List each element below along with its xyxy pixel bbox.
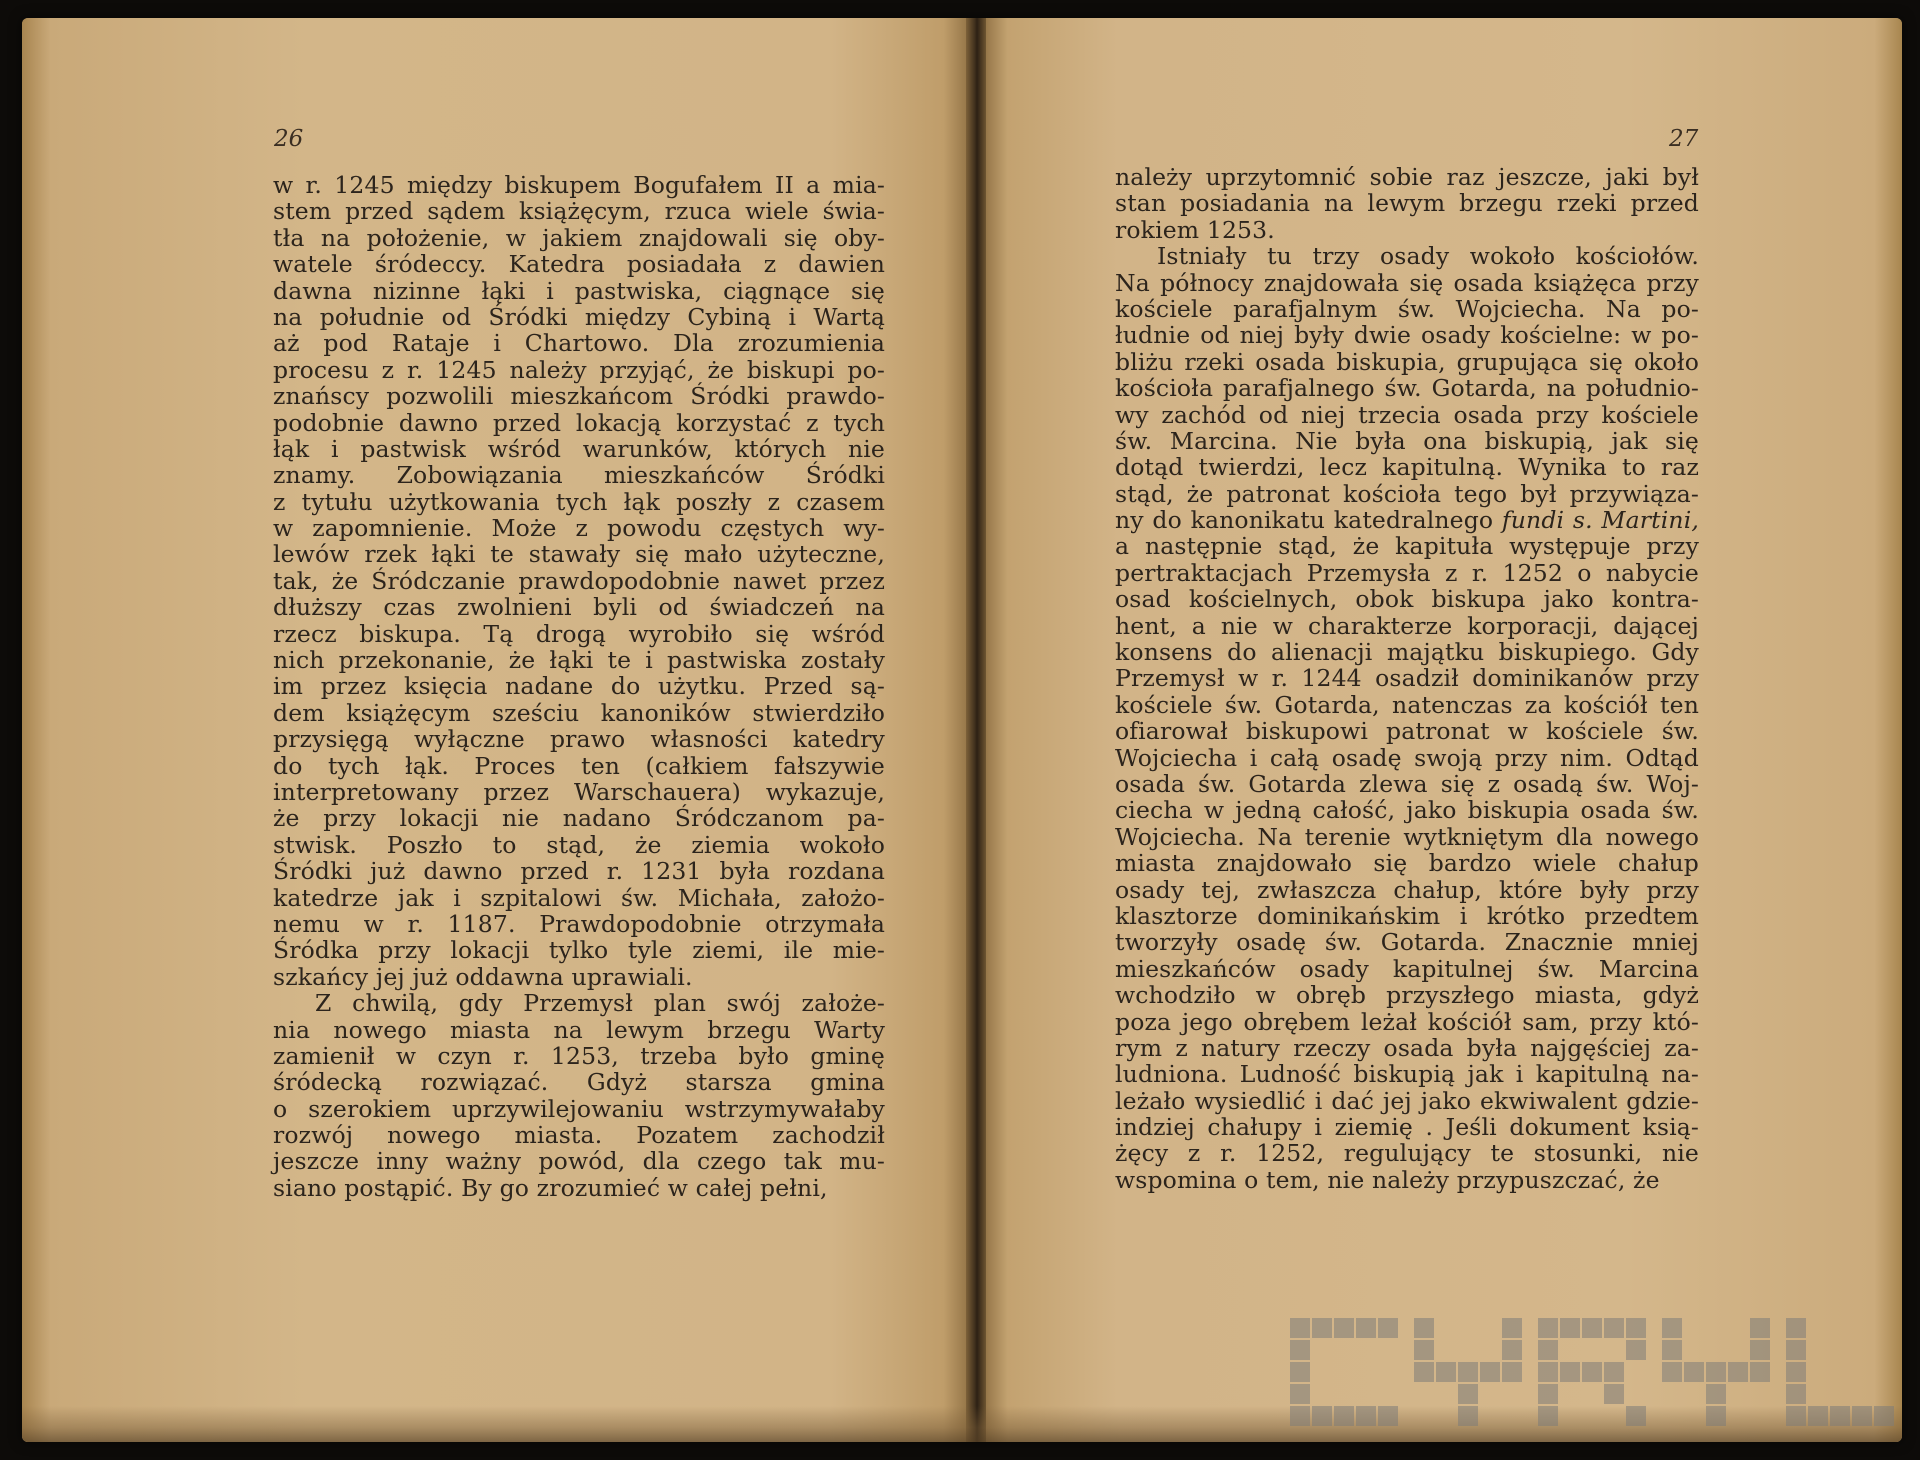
text-line: stem przed sądem książęcym, rzuca wiele świa-	[273, 197, 885, 226]
text-line: jeszcze inny ważny powód, dla czego tak mu-	[273, 1147, 885, 1176]
text-line: wspomina o tem, nie należy przypuszczać, że	[1115, 1165, 1660, 1194]
text-line: stwisk. Poszło to stąd, że ziemia wokoło	[273, 830, 885, 859]
text-line: miasta znajdowało się bardzo wiele chałup	[1115, 849, 1699, 878]
watermark-pixel	[1560, 1318, 1580, 1338]
watermark-pixel	[1662, 1318, 1682, 1338]
watermark-pixel	[1808, 1406, 1828, 1426]
text-line: lewów rzek łąki te stawały się mało użyteczne,	[273, 540, 885, 569]
text-line: im przez księcia nadane do użytku. Przed są-	[273, 672, 885, 701]
text-line: dłuższy czas zwolnieni byli od świadczeń na	[273, 593, 885, 622]
text-line: św. Marcina. Nie była ona biskupią, jak się	[1115, 426, 1699, 455]
text-line: stąd, że patronat kościoła tego był przywiąza-	[1115, 479, 1699, 508]
text-line: na południe od Śródki między Cybiną i Wartą	[273, 302, 885, 331]
text-line: osady tej, zwłaszcza chałup, które były przy	[1115, 875, 1699, 904]
text-line: Śródki już dawno przed r. 1231 była rozdana	[273, 857, 885, 886]
open-book	[22, 18, 1902, 1442]
watermark-pixel	[1458, 1362, 1478, 1382]
text-line: że przy lokacji nie nadano Śródczanom pa-	[273, 804, 885, 833]
watermark-pixel	[1786, 1318, 1806, 1338]
text-line: łudnie od niej były dwie osady kościelne: w po-	[1115, 321, 1699, 350]
text-line: z tytułu użytkowania tych łąk poszły z czasem	[273, 487, 885, 516]
watermark-pixel	[1706, 1384, 1726, 1404]
text-line: osada św. Gotarda zlewa się z osadą św. Woj-	[1115, 769, 1699, 798]
text-line: tła na położenie, w jakiem znajdowali się oby-	[273, 223, 885, 252]
watermark-pixel	[1852, 1406, 1872, 1426]
text-line: rzecz biskupa. Tą drogą wyrobiło się wśród	[273, 619, 885, 648]
watermark-pixel	[1458, 1384, 1478, 1404]
text-line: stan posiadania na lewym brzegu rzeki przed	[1115, 189, 1699, 218]
text-line: leżało wysiedlić i dać jej jako ekwiwalent gdzie-	[1115, 1086, 1699, 1115]
text-line: nia nowego miasta na lewym brzegu Warty	[273, 1015, 885, 1044]
watermark-pixel	[1830, 1406, 1850, 1426]
book-gutter	[966, 18, 986, 1442]
watermark-pixel	[1538, 1318, 1558, 1338]
watermark-pixel	[1378, 1406, 1398, 1426]
right-page	[980, 18, 1902, 1442]
text-line: pertraktacjach Przemysła z r. 1252 o nabycie	[1115, 558, 1699, 587]
text-line: Śródka przy lokacji tylko tyle ziemi, ile mie-	[273, 936, 885, 965]
watermark-pixel	[1582, 1318, 1602, 1338]
watermark-pixel	[1312, 1318, 1332, 1338]
text-line: wy zachód od niej trzecia osada przy kościele	[1115, 400, 1699, 429]
watermark-pixel	[1414, 1318, 1434, 1338]
watermark-pixel	[1662, 1340, 1682, 1360]
text-line: a następnie stąd, że kapituła występuje przy	[1115, 532, 1699, 561]
text-line: Wojciecha. Na terenie wytkniętym dla nowego	[1115, 822, 1699, 851]
text-line: o szerokiem uprzywilejowaniu wstrzymywałaby	[273, 1094, 885, 1123]
text-line: Na północy znajdowała się osada książęca przy	[1115, 268, 1699, 297]
text-line: w r. 1245 między biskupem Bogufałem II a mia-	[273, 171, 885, 199]
latin-phrase: fundi s. Martini,	[1501, 506, 1699, 535]
text-line: kościoła parafjalnego św. Gotarda, na południo-	[1115, 374, 1699, 403]
text-line: kościele parafjalnym św. Wojciecha. Na po-	[1115, 294, 1699, 323]
text-line: katedrze jak i szpitalowi św. Michała, założo-	[273, 883, 885, 912]
text-line: osad kościelnych, obok biskupa jako kontra-	[1115, 585, 1699, 614]
page-number-right: 27	[1669, 126, 1699, 152]
text-line: ofiarował biskupowi patronat w kościele św.	[1115, 717, 1699, 746]
watermark-pixel	[1684, 1362, 1704, 1382]
text-line: poza jego obrębem leżał kościół sam, przy któ-	[1115, 1007, 1699, 1036]
watermark-pixel	[1356, 1318, 1376, 1338]
text-line: Istniały tu trzy osady wokoło kościołów.	[1157, 242, 1699, 271]
watermark-pixel	[1582, 1362, 1602, 1382]
watermark-pixel	[1356, 1406, 1376, 1426]
page-number-left: 26	[274, 126, 304, 152]
text-line: żęcy z r. 1252, regulujący te stosunki, nie	[1115, 1139, 1699, 1168]
text-line: śródecką rozwiązać. Gdyż starsza gmina	[273, 1068, 885, 1097]
watermark-pixel	[1786, 1340, 1806, 1360]
text-line: rokiem 1253.	[1115, 215, 1275, 244]
text-line: interpretowany przez Warschauera) wykazuje,	[273, 777, 885, 806]
text-line: Przemysł w r. 1244 osadził dominikanów przy	[1115, 664, 1699, 693]
watermark-pixel	[1480, 1362, 1500, 1382]
text-line: tak, że Śródczanie prawdopodobnie nawet przez	[273, 566, 885, 595]
watermark-pixel	[1538, 1362, 1558, 1382]
text-line: podobnie dawno przed lokacją korzystać z tych	[273, 408, 885, 437]
watermark-pixel	[1604, 1318, 1624, 1338]
text-line: do tych łąk. Proces ten (całkiem fałszywie	[273, 751, 885, 780]
text-line: łąk i pastwisk wśród warunków, których nie	[273, 434, 885, 463]
watermark-pixel	[1312, 1406, 1332, 1426]
text-line: dotąd twierdzi, lecz kapitulną. Wynika to raz	[1115, 453, 1699, 482]
text-line: w zapomnienie. Może z powodu częstych wy-	[273, 514, 885, 543]
watermark-pixel	[1502, 1340, 1522, 1360]
watermark-pixel-glyphs	[1290, 1318, 1900, 1428]
watermark-pixel	[1414, 1362, 1434, 1382]
watermark-pixel	[1786, 1406, 1806, 1426]
watermark-pixel	[1290, 1362, 1310, 1382]
text-line: znańscy pozwolili mieszkańcom Śródki prawdo-	[273, 382, 885, 411]
left-page	[22, 18, 972, 1442]
watermark-pixel	[1706, 1362, 1726, 1382]
text-line: dem książęcym sześciu kanoników stwierdziło	[273, 698, 885, 727]
text-line: konsens do alienacji majątku biskupiego. Gdy	[1115, 638, 1699, 667]
text-line: ludniona. Ludność biskupią jak i kapitulną na-	[1115, 1060, 1699, 1089]
watermark-pixel	[1750, 1340, 1770, 1360]
text-line: zamienił w czyn r. 1253, trzeba było gminę	[273, 1041, 885, 1070]
watermark-pixel	[1786, 1384, 1806, 1404]
text-line: Wojciecha i całą osadę swoją przy nim. Odtąd	[1115, 743, 1699, 772]
text-line: bliżu rzeki osada biskupia, grupująca się około	[1115, 347, 1699, 376]
text-line: wchodziło w obręb przyszłego miasta, gdyż	[1115, 981, 1699, 1010]
watermark-pixel	[1538, 1384, 1558, 1404]
watermark-pixel	[1728, 1362, 1748, 1382]
text-line: aż pod Rataje i Chartowo. Dla zrozumienia	[273, 329, 885, 358]
text-line: ny do kanonikatu katedralnego fundi s. Martini,	[1115, 506, 1699, 535]
cyryl-watermark-logo	[1290, 1318, 1900, 1428]
watermark-pixel	[1334, 1406, 1354, 1426]
text-line: dawna nizinne łąki i pastwiska, ciągnące się	[273, 276, 885, 305]
watermark-pixel	[1662, 1362, 1682, 1382]
text-line: rym z natury rzeczy osada była najgęściej za-	[1115, 1033, 1699, 1062]
watermark-pixel	[1874, 1406, 1894, 1426]
watermark-pixel	[1290, 1406, 1310, 1426]
watermark-pixel	[1626, 1318, 1646, 1338]
text-line: hent, a nie w charakterze korporacji, dającej	[1115, 611, 1699, 640]
text-line: znamy. Zobowiązania mieszkańców Śródki	[273, 461, 885, 490]
watermark-pixel	[1538, 1340, 1558, 1360]
watermark-pixel	[1378, 1318, 1398, 1338]
text-line: mieszkańców osady kapitulnej św. Marcina	[1115, 954, 1699, 983]
text-line: szkańcy jej już oddawna uprawiali.	[273, 962, 693, 991]
watermark-pixel	[1458, 1406, 1478, 1426]
watermark-pixel	[1626, 1406, 1646, 1426]
text-line: klasztorze dominikańskim i krótko przedtem	[1115, 901, 1699, 930]
watermark-pixel	[1604, 1362, 1624, 1382]
text-line: watele śródeccy. Katedra posiadała z dawien	[273, 250, 885, 279]
text-line: należy uprzytomnić sobie raz jeszcze, jaki był	[1115, 163, 1699, 191]
watermark-pixel	[1290, 1384, 1310, 1404]
text-line: nich przekonanie, że łąki te i pastwiska zostały	[273, 646, 885, 675]
watermark-pixel	[1436, 1362, 1456, 1382]
text-line: indziej chałupy i ziemię . Jeśli dokument ksią-	[1115, 1113, 1699, 1142]
watermark-pixel	[1334, 1318, 1354, 1338]
watermark-pixel	[1290, 1340, 1310, 1360]
text-line: przysięgą wyłączne prawo własności katedry	[273, 725, 885, 754]
watermark-pixel	[1290, 1318, 1310, 1338]
watermark-pixel	[1626, 1340, 1646, 1360]
watermark-pixel	[1706, 1406, 1726, 1426]
watermark-pixel	[1604, 1384, 1624, 1404]
text-line: rozwój nowego miasta. Pozatem zachodził	[273, 1121, 885, 1150]
text-line: nemu w r. 1187. Prawdopodobnie otrzymała	[273, 909, 885, 938]
text-line: ciecha w jedną całość, jako biskupia osada św.	[1115, 796, 1699, 825]
text-line: tworzyły osadę św. Gotarda. Znacznie mniej	[1115, 928, 1699, 957]
text-line: siano postąpić. By go zrozumieć w całej pełni,	[273, 1173, 828, 1202]
watermark-pixel	[1538, 1406, 1558, 1426]
watermark-pixel	[1786, 1362, 1806, 1382]
text-line: kościele św. Gotarda, natenczas za kościół ten	[1115, 690, 1699, 719]
watermark-pixel	[1750, 1362, 1770, 1382]
left-page-text	[273, 172, 885, 1201]
watermark-pixel	[1560, 1362, 1580, 1382]
watermark-pixel	[1750, 1318, 1770, 1338]
watermark-pixel	[1502, 1362, 1522, 1382]
text-line: procesu z r. 1245 należy przyjąć, że biskupi po-	[273, 355, 885, 384]
right-page-text	[1115, 164, 1699, 1193]
watermark-pixel	[1414, 1340, 1434, 1360]
text-line: Z chwilą, gdy Przemysł plan swój założe-	[315, 989, 885, 1018]
watermark-pixel	[1502, 1318, 1522, 1338]
